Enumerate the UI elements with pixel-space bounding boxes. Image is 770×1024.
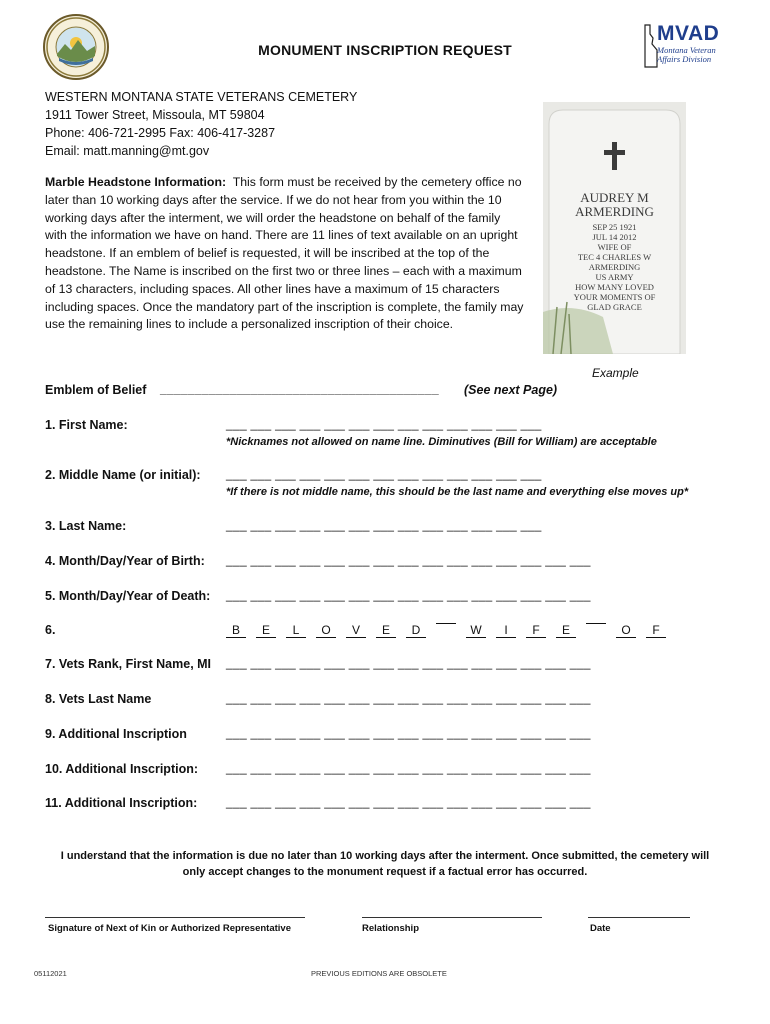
birth-date-input[interactable]: ___ ___ ___ ___ ___ ___ ___ ___ ___ ___ ___ ___ ___ ___ ___ xyxy=(226,553,591,567)
row-label-additional-9: 9. Additional Inscription xyxy=(45,727,187,741)
headstone-line: ARMERDING xyxy=(588,262,641,272)
first-name-note: *Nicknames not allowed on name line. Diminutives (Bill for William) are acceptable xyxy=(226,436,657,448)
headstone-line: HOW MANY LOVED xyxy=(575,282,654,292)
beloved-letter xyxy=(586,623,606,624)
additional-inscription-10-input[interactable]: ___ ___ ___ ___ ___ ___ ___ ___ ___ ___ ___ ___ ___ ___ ___ xyxy=(226,761,591,775)
death-date-input[interactable]: ___ ___ ___ ___ ___ ___ ___ ___ ___ ___ ___ ___ ___ ___ ___ xyxy=(226,588,591,602)
vets-rank-input[interactable]: ___ ___ ___ ___ ___ ___ ___ ___ ___ ___ ___ ___ ___ ___ ___ xyxy=(226,656,591,670)
beloved-letter: L xyxy=(286,623,306,638)
row-label-first-name: 1. First Name: xyxy=(45,418,128,432)
emblem-label: Emblem of Belief xyxy=(45,383,147,397)
headstone-line: GLAD GRACE xyxy=(587,302,642,312)
relationship-line[interactable] xyxy=(362,917,542,918)
beloved-letter: E xyxy=(376,623,396,638)
relationship-label: Relationship xyxy=(362,923,420,934)
beloved-letter: B xyxy=(226,623,246,638)
email: Email: matt.manning@mt.gov xyxy=(45,144,210,158)
beloved-letter xyxy=(436,623,456,624)
row-label-additional-10: 10. Additional Inscription: xyxy=(45,762,199,776)
signature-kin-line[interactable] xyxy=(45,917,305,918)
obsolete-notice: PREVIOUS EDITIONS ARE OBSOLETE xyxy=(311,969,447,978)
beloved-letter: I xyxy=(496,623,516,638)
middle-name-input[interactable]: ___ ___ ___ ___ ___ ___ ___ ___ ___ ___ ___ ___ ___ xyxy=(226,467,542,481)
headstone-line: TEC 4 CHARLES W xyxy=(577,252,652,262)
mvad-logo xyxy=(643,22,731,72)
info-body: This form must be received by the cemetery office no later than 10 working days after the service. If we do not hear from you within the 10 working days after the interment, we will order the headstone on behalf of the family with the information we have on hand. There are 11 lines of text available on an upright headstone. If an emblem of belief is requested, it will be inscribed at the top of the headstone. The Name is inscribed on the first two or three lines – each with a maximum of 13 characters, including spaces. All other lines have a maximum of 15 characters including spaces. Once the mandatory part of the inscription is complete, the family may use the remaining lines to include a personalized inscription of their choice. xyxy=(45,175,524,332)
acknowledgement-statement: I understand that the information is due no later than 10 working days after the interment. Once submitted, the cemetery will only accept changes to the monument request if a factual error has occurred. xyxy=(60,850,710,878)
headstone-illustration xyxy=(543,102,686,354)
row-label-6: 6. xyxy=(45,623,56,637)
headstone-line: AUDREY M xyxy=(580,190,649,205)
headstone-line: YOUR MOMENTS OF xyxy=(573,292,656,302)
row-label-additional-11: 11. Additional Inscription: xyxy=(45,796,198,810)
beloved-letter: D xyxy=(406,623,426,638)
street-address: 1911 Tower Street, Missoula, MT 59804 xyxy=(45,108,265,122)
example-caption: Example xyxy=(592,366,639,380)
beloved-letter: E xyxy=(556,623,576,638)
beloved-letter: F xyxy=(526,623,546,638)
info-heading: Marble Headstone Information: xyxy=(45,175,227,189)
beloved-letter: O xyxy=(316,623,336,638)
row-label-vets-rank: 7. Vets Rank, First Name, MI xyxy=(45,657,212,671)
last-name-input[interactable]: ___ ___ ___ ___ ___ ___ ___ ___ ___ ___ ___ ___ ___ xyxy=(226,518,542,532)
row-label-death-date: 5. Month/Day/Year of Death: xyxy=(45,589,211,603)
headstone-line: ARMERDING xyxy=(575,204,654,219)
date-label: Date xyxy=(590,923,611,934)
row-label-vets-last-name: 8. Vets Last Name xyxy=(45,692,152,706)
headstone-line: US ARMY xyxy=(595,272,634,282)
emblem-input[interactable]: ________________________________________ xyxy=(160,382,439,396)
headstone-info-paragraph xyxy=(45,174,525,334)
headstone-line: WIFE OF xyxy=(597,242,632,252)
middle-name-note: *If there is not middle name, this should be the last name and everything else moves up* xyxy=(226,486,689,498)
headstone-line: SEP 25 1921 xyxy=(592,222,637,232)
date-line[interactable] xyxy=(588,917,690,918)
headstone-line: JUL 14 2012 xyxy=(592,232,637,242)
page-title: MONUMENT INSCRIPTION REQUEST xyxy=(258,42,512,58)
additional-inscription-9-input[interactable]: ___ ___ ___ ___ ___ ___ ___ ___ ___ ___ ___ ___ ___ ___ ___ xyxy=(226,726,591,740)
row-label-last-name: 3. Last Name: xyxy=(45,519,127,533)
cemetery-address xyxy=(45,88,357,160)
vets-last-name-input[interactable]: ___ ___ ___ ___ ___ ___ ___ ___ ___ ___ ___ ___ ___ ___ ___ xyxy=(226,691,591,705)
additional-inscription-11-input[interactable]: ___ ___ ___ ___ ___ ___ ___ ___ ___ ___ ___ ___ ___ ___ ___ xyxy=(226,795,591,809)
logo-subtitle: Montana Veteran Affairs Division xyxy=(657,45,716,64)
beloved-letter: O xyxy=(616,623,636,638)
beloved-letter: E xyxy=(256,623,276,638)
row-label-birth-date: 4. Month/Day/Year of Birth: xyxy=(45,554,205,568)
beloved-letter: W xyxy=(466,623,486,638)
signature-kin-label: Signature of Next of Kin or Authorized Representative xyxy=(48,923,291,934)
beloved-letter: F xyxy=(646,623,666,638)
logo-letters: MVAD xyxy=(657,22,720,45)
first-name-input[interactable]: ___ ___ ___ ___ ___ ___ ___ ___ ___ ___ ___ ___ ___ xyxy=(226,417,542,431)
row-label-middle-name: 2. Middle Name (or initial): xyxy=(45,468,201,482)
beloved-letter: V xyxy=(346,623,366,638)
cemetery-name: WESTERN MONTANA STATE VETERANS CEMETERY xyxy=(45,90,358,104)
example-headstone-photo xyxy=(543,102,686,354)
beloved-wife-of-line[interactable] xyxy=(226,623,676,639)
form-code: 05112021 xyxy=(34,969,67,978)
see-next-page: (See next Page) xyxy=(464,383,558,397)
phone-fax: Phone: 406-721-2995 Fax: 406-417-3287 xyxy=(45,126,276,140)
